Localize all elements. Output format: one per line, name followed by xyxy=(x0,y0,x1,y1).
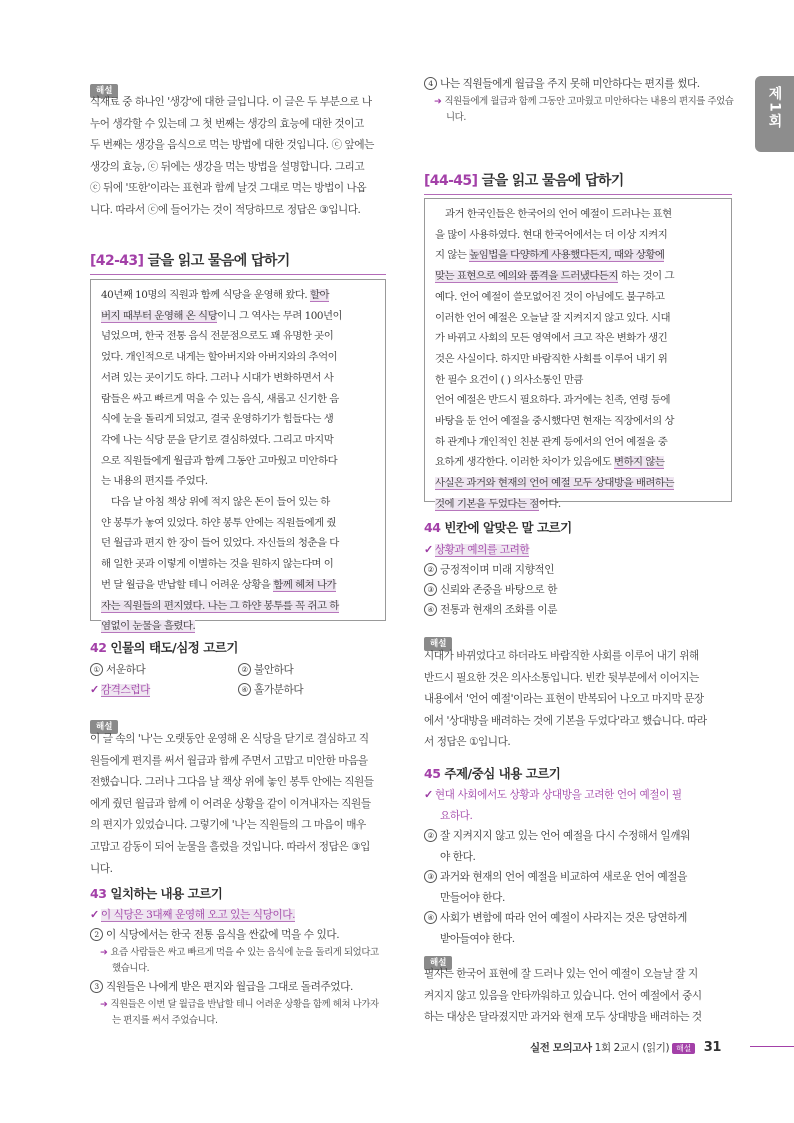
passage-line: 이러한 언어 예절은 오늘날 잘 지켜지지 않고 있다. 시대 xyxy=(435,311,671,324)
page-footer xyxy=(530,1040,721,1055)
option-44[interactable]: ④ 전통과 현재의 조화를 이룬 xyxy=(424,600,732,620)
option-45[interactable]: ② 잘 지켜지지 않고 있는 언어 예절을 다시 수정해서 일깨워 야 한다. xyxy=(424,826,734,867)
explanation-line: 식재료 중 하나인 '생강'에 대한 글입니다. 이 글은 두 부분으로 나 xyxy=(90,96,372,108)
explanation-line: 두 번째는 생강을 음식으로 먹는 방법에 대한 것입니다. ⓒ 앞에는 xyxy=(90,139,374,152)
session-tab xyxy=(755,76,794,152)
option-43-2[interactable]: 2 이 식당에서는 한국 전통 음식을 싼값에 먹을 수 있다. xyxy=(90,925,386,945)
option-number: ② xyxy=(238,663,251,676)
session-tab-label: 제1회 xyxy=(766,86,783,130)
passage-line: 람들은 싸고 빠르게 먹을 수 있는 음식, 새롭고 신기한 음 xyxy=(101,392,339,405)
option-42[interactable]: ② 불안하다 xyxy=(238,660,386,680)
option-number: ④ xyxy=(238,683,251,696)
highlighted-phrase: 맞는 표현으로 예의와 품격을 드러냈다든지 xyxy=(435,270,618,283)
explanation-line: 이 글 속의 '나'는 오랫동안 운영해 온 식당을 닫기로 결심하고 직 xyxy=(90,733,369,745)
explanation-line: 에서 '상대방을 배려하는 것에 기본을 두었다'라고 했습니다. 따라 xyxy=(424,714,707,727)
passage-line: 바탕을 둔 언어 예절을 중시했다면 현재는 직장에서의 상 xyxy=(435,415,674,428)
explanation-line: 의 편지가 있었습니다. 그렇기에 '나'는 직원들의 그 마음이 매우 xyxy=(90,819,366,832)
explanation-line: 내용에서 '언어 예절'이라는 표현이 반복되어 나오고 마지막 문장 xyxy=(424,693,704,706)
explanation-line: 에게 줬던 월급과 함께 이 어려운 상황을 같이 이겨내자는 직원들 xyxy=(90,797,371,810)
explanation-42 xyxy=(90,729,390,880)
explanation-line: 반드시 필요한 것은 의사소통입니다. 빈칸 뒷부분에서 이어지는 xyxy=(424,671,699,684)
explanation-badge: 해설 xyxy=(424,631,452,651)
explanation-badge: 해설 xyxy=(90,714,118,734)
option-42[interactable]: ① 서운하다 xyxy=(90,660,238,680)
highlighted-phrase: 할아 xyxy=(310,289,330,301)
option-42[interactable]: ④ 홀가분하다 xyxy=(238,680,386,700)
passage-line: 요하게 생각한다. 이러한 차이가 있음에도 변하지 않는 xyxy=(435,456,665,469)
footer-session: 1회 2교시 (읽기) xyxy=(594,1042,670,1054)
passage-line: 각에 나는 식당 문을 닫기로 결심하였다. 그리고 마지막 xyxy=(101,433,334,446)
highlighted-phrase: 염없이 눈물을 흘렸다. xyxy=(101,620,196,633)
correct-check-icon: ✓ xyxy=(424,788,433,801)
question-45-options xyxy=(424,785,734,949)
question-44-options xyxy=(424,540,732,620)
option-43-4[interactable]: 4 나는 직원들에게 월급을 주지 못해 미안하다는 편지를 썼다. xyxy=(424,74,734,94)
passage-line: 가 바뀌고 사회의 모든 영역에서 크고 작은 변화가 생긴 xyxy=(435,332,668,345)
explanation-45 xyxy=(424,964,734,1029)
correct-check-icon: ✓ xyxy=(90,683,99,696)
highlighted-phrase: 자는 직원들의 편지였다. 나는 그 하얀 봉투를 꼭 쥐고 하 xyxy=(101,599,339,612)
highlighted-phrase: 변하지 않는 xyxy=(613,456,665,469)
explanation-line: 니다. xyxy=(90,862,113,875)
passage-line: 넘었으며, 한국 전통 음식 전문점으로도 꽤 유명한 곳이 xyxy=(101,330,334,343)
passage-line: 과거 한국인들은 한국어의 언어 예절이 드러나는 표현 xyxy=(445,208,672,220)
passage-line: 언어 예절은 반드시 필요하다. 과거에는 친족, 연령 등에 xyxy=(435,394,671,407)
question-43: 43 일치하는 내용 고르기 xyxy=(90,886,223,901)
option-44[interactable]: ③ 신뢰와 존중을 바탕으로 한 xyxy=(424,580,732,600)
explanation-line: 생강의 효능, ⓒ 뒤에는 생강을 먹는 방법을 설명합니다. 그리고 xyxy=(90,160,365,173)
explanation-line: 누어 생각할 수 있는데 그 첫 번째는 생강의 효능에 대한 것이고 xyxy=(90,117,364,130)
option-45[interactable]: ✓ 현대 사회에서도 상황과 상대방을 고려한 언어 예절이 필 요하다. xyxy=(424,788,682,822)
option-43-3[interactable]: 3 직원들은 나에게 받은 편지와 월급을 그대로 돌려주었다. xyxy=(90,977,386,997)
explanation-line: 필자는 한국어 표현에 잘 드러나 있는 언어 예절이 오늘날 잘 지 xyxy=(424,968,698,980)
explanation-line: 원들에게 편지를 써서 월급과 함께 주면서 고맙고 미안한 마음을 xyxy=(90,754,368,767)
correct-check-icon: ✓ xyxy=(424,543,433,556)
passage-line xyxy=(101,596,375,617)
explanation-badge: 해설 xyxy=(424,950,452,970)
option-number: ④ xyxy=(424,911,437,924)
option-43-3-note: ➜ 직원들은 이번 달 월급을 반납할 테니 어려운 상황을 함께 헤쳐 나가자는 편지를 써서 주었습니다. xyxy=(100,999,379,1026)
footer-rule xyxy=(750,1046,794,1047)
highlighted-phrase: 높임법을 다양하게 사용했다든지, 때와 상황에 xyxy=(469,249,665,262)
question-44: 44 빈칸에 알맞은 말 고르기 xyxy=(424,520,572,535)
passage-line xyxy=(101,616,375,637)
option-number: ② xyxy=(424,563,437,576)
passage-box-44-45 xyxy=(424,198,732,510)
passage-line: 던 월급과 편지 한 장이 들어 있었다. 자신들의 청춘을 다 xyxy=(101,537,339,550)
option-43-2-note: ➜ 요즘 사람들은 싸고 빠르게 먹을 수 있는 음식에 눈을 돌리게 되었다고 했습니다. xyxy=(100,947,379,974)
passage-line: 40년째 10명의 직원과 함께 식당을 운영해 왔다. 할아 xyxy=(101,289,330,301)
option-43-1[interactable]: ✓ 이 식당은 3대째 운영해 오고 있는 식당이다. xyxy=(90,908,296,921)
passage-line: 식에 눈을 돌리게 되었고, 결국 운영하기가 힘들다는 생 xyxy=(101,413,334,426)
option-number: ① xyxy=(90,663,103,676)
passage-line: 는 내용의 편지를 주었다. xyxy=(101,475,208,488)
explanation-line: 니다. 따라서 ⓒ에 들어가는 것이 적당하므로 정답은 ③입니다. xyxy=(90,203,361,216)
option-45[interactable]: ④ 사회가 변함에 따라 언어 예절이 사라지는 것은 당연하게 받아들여야 한다. xyxy=(424,908,734,949)
passage-line: 해 일한 곳과 이렇게 이별하는 것을 원하지 않는다며 이 xyxy=(101,558,334,571)
option-44[interactable]: ✓ 상황과 예의를 고려한 xyxy=(424,543,530,556)
section-header-44-45: [44-45] 글을 읽고 물음에 답하기 xyxy=(424,170,732,195)
footer-title: 실전 모의고사 xyxy=(530,1042,592,1054)
footer-badge: 해설 xyxy=(672,1043,695,1054)
passage-line xyxy=(435,473,721,494)
highlighted-phrase: 사실은 과거와 현재의 언어 예절 모두 상대방을 배려하는 xyxy=(435,477,674,490)
explanation-line: 서 정답은 ①입니다. xyxy=(424,736,511,749)
explanation-41 xyxy=(90,92,390,222)
passage-line: 것은 사실이다. 하지만 바람직한 사회를 이루어 내기 위 xyxy=(435,352,668,365)
option-number: ② xyxy=(424,829,437,842)
passage-line: 으로 직원들에게 월급과 함께 그동안 고마웠고 미안하다 xyxy=(101,454,338,467)
passage-line: 을 많이 사용하였다. 현대 한국어에서는 더 이상 지켜지 xyxy=(435,228,668,241)
explanation-line: 전했습니다. 그러나 그다음 날 책상 위에 놓인 봉투 안에는 직원들 xyxy=(90,776,374,789)
option-44[interactable]: ② 긍정적이며 미래 지향적인 xyxy=(424,560,732,580)
passage-line: 다음 날 아침 책상 위에 적지 않은 돈이 들어 있는 하 xyxy=(111,496,330,509)
question-45: 45 주제/중심 내용 고르기 xyxy=(424,766,561,781)
passage-line: 버지 때부터 운영해 온 식당이니 그 역사는 무려 100년이 xyxy=(101,309,343,322)
option-45[interactable]: ③ 과거와 현재의 언어 예절을 비교하여 새로운 언어 예절을 만들어야 한다. xyxy=(424,867,734,908)
passage-line: 었다. 개인적으로 내게는 할아버지와 아버지와의 추억이 xyxy=(101,351,338,364)
question-43-option-4 xyxy=(424,74,734,126)
explanation-line: 하는 대상은 달라졌지만 과거와 현재 모두 상대방을 배려하는 것 xyxy=(424,1011,702,1024)
passage-line: 얀 봉투가 놓여 있었다. 하얀 봉투 안에는 직원들에게 줬 xyxy=(101,516,337,529)
question-42: 42 인물의 태도/심정 고르기 xyxy=(90,640,238,655)
highlighted-phrase: 것에 기본을 두었다는 점 xyxy=(435,497,539,510)
page-number: 31 xyxy=(703,1040,722,1055)
passage-line: 지 않는 높임법을 다양하게 사용했다든지, 때와 상황에 xyxy=(435,249,665,262)
passage-line: 하 관계나 개인적인 친분 관계 등에서의 언어 예절을 중 xyxy=(435,435,668,448)
passage-box-42-43 xyxy=(90,279,386,633)
passage-line: 것에 기본을 두었다는 점이다. xyxy=(435,497,561,510)
option-number: ④ xyxy=(424,603,437,616)
passage-line: 서려 있는 곳이기도 하다. 그러나 시대가 변화하면서 사 xyxy=(101,371,334,384)
explanation-badge: 해설 xyxy=(90,78,118,98)
option-43-4-note: ➜ 직원들에게 월급과 함께 그동안 고마웠고 미안하다는 내용의 편지를 주었습니다. xyxy=(434,96,734,123)
question-43-options xyxy=(90,905,386,1029)
highlighted-phrase: 버지 때부터 운영해 온 식당 xyxy=(101,309,218,322)
highlighted-phrase: 함께 헤쳐 나가 xyxy=(273,578,337,591)
section-header-42-43: [42-43] 글을 읽고 물음에 답하기 xyxy=(90,250,386,275)
option-number: ③ xyxy=(424,870,437,883)
explanation-44 xyxy=(424,646,734,754)
passage-line: 한 필수 요건이 ( ) 의사소통인 만큼 xyxy=(435,373,583,386)
explanation-line: 켜지지 않고 있음을 안타까워하고 있습니다. 언어 예절에서 중시 xyxy=(424,989,702,1002)
explanation-line: 고맙고 감동이 되어 눈물을 흘렸을 것입니다. 따라서 정답은 ③입 xyxy=(90,840,370,853)
passage-line: 예다. 언어 예절이 쓸모없어진 것이 아님에도 불구하고 xyxy=(435,290,665,303)
passage-line: 번 달 월급을 반납할 테니 어려운 상황을 함께 헤쳐 나가 xyxy=(101,578,337,591)
passage-line: 맞는 표현으로 예의와 품격을 드러냈다든지 하는 것이 그 xyxy=(435,270,674,283)
explanation-line: ⓒ 뒤에 '또한'이라는 표현과 함께 날것 그대로 먹는 방법이 나옵 xyxy=(90,182,367,195)
option-42[interactable]: ✓ 감격스럽다 xyxy=(90,683,150,696)
explanation-line: 시대가 바뀌었다고 하더라도 바람직한 사회를 이루어 내기 위해 xyxy=(424,650,699,662)
question-42-options xyxy=(90,660,386,700)
option-number: ③ xyxy=(424,583,437,596)
